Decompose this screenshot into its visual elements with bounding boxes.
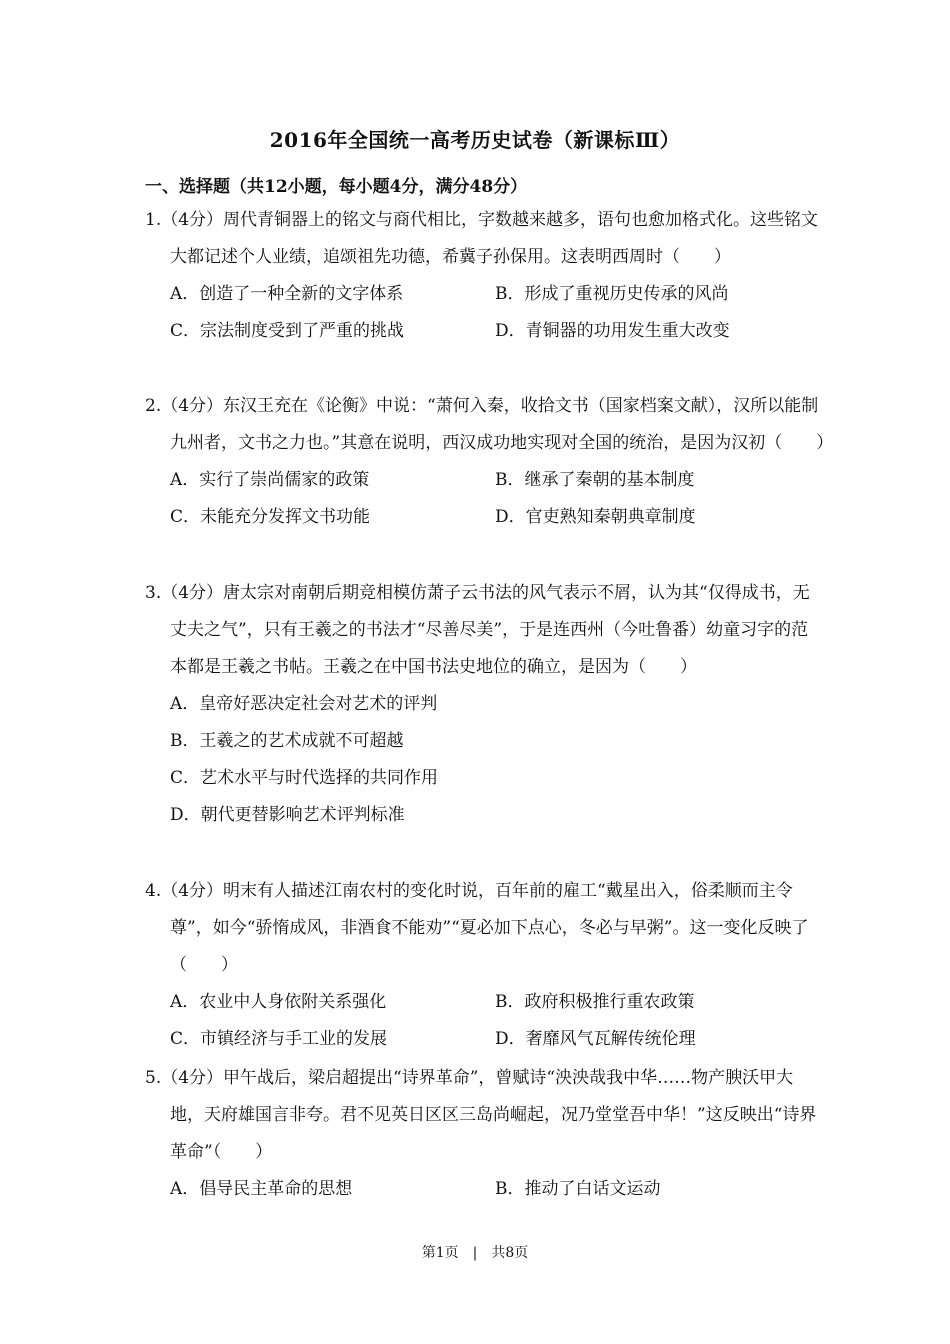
options	[170, 984, 825, 1058]
option-c: C．艺术水平与时代选择的共同作用	[170, 768, 439, 788]
option-d: D．青铜器的功用发生重大改变	[495, 321, 730, 341]
options	[170, 686, 825, 834]
option-b: B．推动了白话文运动	[495, 1179, 661, 1199]
option-a: A．实行了崇尚儒家的政策	[170, 470, 370, 490]
question-stem: 4.（4分）明末有人描述江南农村的变化时说，百年前的雇工“戴星出入，俗柔顺而主令尊”，如今“骄惰成风，非酒食不能劝”“夏必加下点心，冬必与早粥”。这一变化反映了（ ）	[145, 881, 809, 975]
question-stem: 3.（4分）唐太宗对南朝后期竞相模仿萧子云书法的风气表示不屑，认为其“仅得成书，无丈夫之气”，只有王羲之的书法才“尽善尽美”，于是连西州（今吐鲁番）幼童习字的范本都是王羲之书帖。王羲之在中国书法史地位的确立，是因为（ ）	[145, 583, 810, 677]
options	[170, 1171, 825, 1208]
options	[170, 276, 825, 350]
option-c: C．宗法制度受到了严重的挑战	[170, 321, 405, 341]
option-b: B．继承了秦朝的基本制度	[495, 470, 695, 490]
section-heading: 一、选择题（共12小题，每小题4分，满分48分）	[145, 177, 528, 197]
option-c: C．未能充分发挥文书功能	[170, 507, 371, 527]
option-b: B．王羲之的艺术成就不可超越	[170, 731, 404, 751]
option-b: B．政府积极推行重农政策	[495, 992, 695, 1012]
option-d: D．奢靡风气瓦解传统伦理	[495, 1029, 696, 1049]
option-b: B．形成了重视历史传承的风尚	[495, 284, 729, 304]
option-d: D．朝代更替影响艺术评判标准	[170, 805, 405, 825]
question-5	[145, 1060, 825, 1208]
question-stem: 5.（4分）甲午战后，梁启超提出“诗界革命”，曾赋诗“泱泱哉我中华……物产腴沃甲大地，天府雄国言非夸。君不见英日区区三岛尚崛起，况乃堂堂吾中华！”这反映出“诗界革命”（ ）	[145, 1068, 817, 1162]
question-stem: 2.（4分）东汉王充在《论衡》中说：“萧何入秦，收拾文书（国家档案文献），汉所以能制九州者，文书之力也。”其意在说明，西汉成功地实现对全国的统治，是因为汉初（ ）	[145, 396, 834, 453]
question-stem: 1.（4分）周代青铜器上的铭文与商代相比，字数越来越多，语句也愈加格式化。这些铭文大都记述个人业绩，追颂祖先功德，希冀子孙保用。这表明西周时（ ）	[145, 210, 819, 267]
page-footer: 第1页 | 共8页	[421, 1245, 529, 1261]
options	[170, 462, 825, 536]
question-2	[145, 388, 834, 536]
option-a: A．创造了一种全新的文字体系	[170, 284, 404, 304]
option-a: A．倡导民主革命的思想	[170, 1179, 353, 1199]
exam-title: 2016年全国统一高考历史试卷（新课标Ⅲ）	[269, 128, 681, 152]
option-d: D．官吏熟知秦朝典章制度	[495, 507, 696, 527]
option-a: A．皇帝好恶决定社会对艺术的评判	[170, 694, 438, 714]
question-4	[145, 873, 825, 1058]
option-a: A．农业中人身依附关系强化	[170, 992, 387, 1012]
question-1	[145, 202, 825, 350]
question-3	[145, 575, 825, 834]
option-c: C．市镇经济与手工业的发展	[170, 1029, 388, 1049]
